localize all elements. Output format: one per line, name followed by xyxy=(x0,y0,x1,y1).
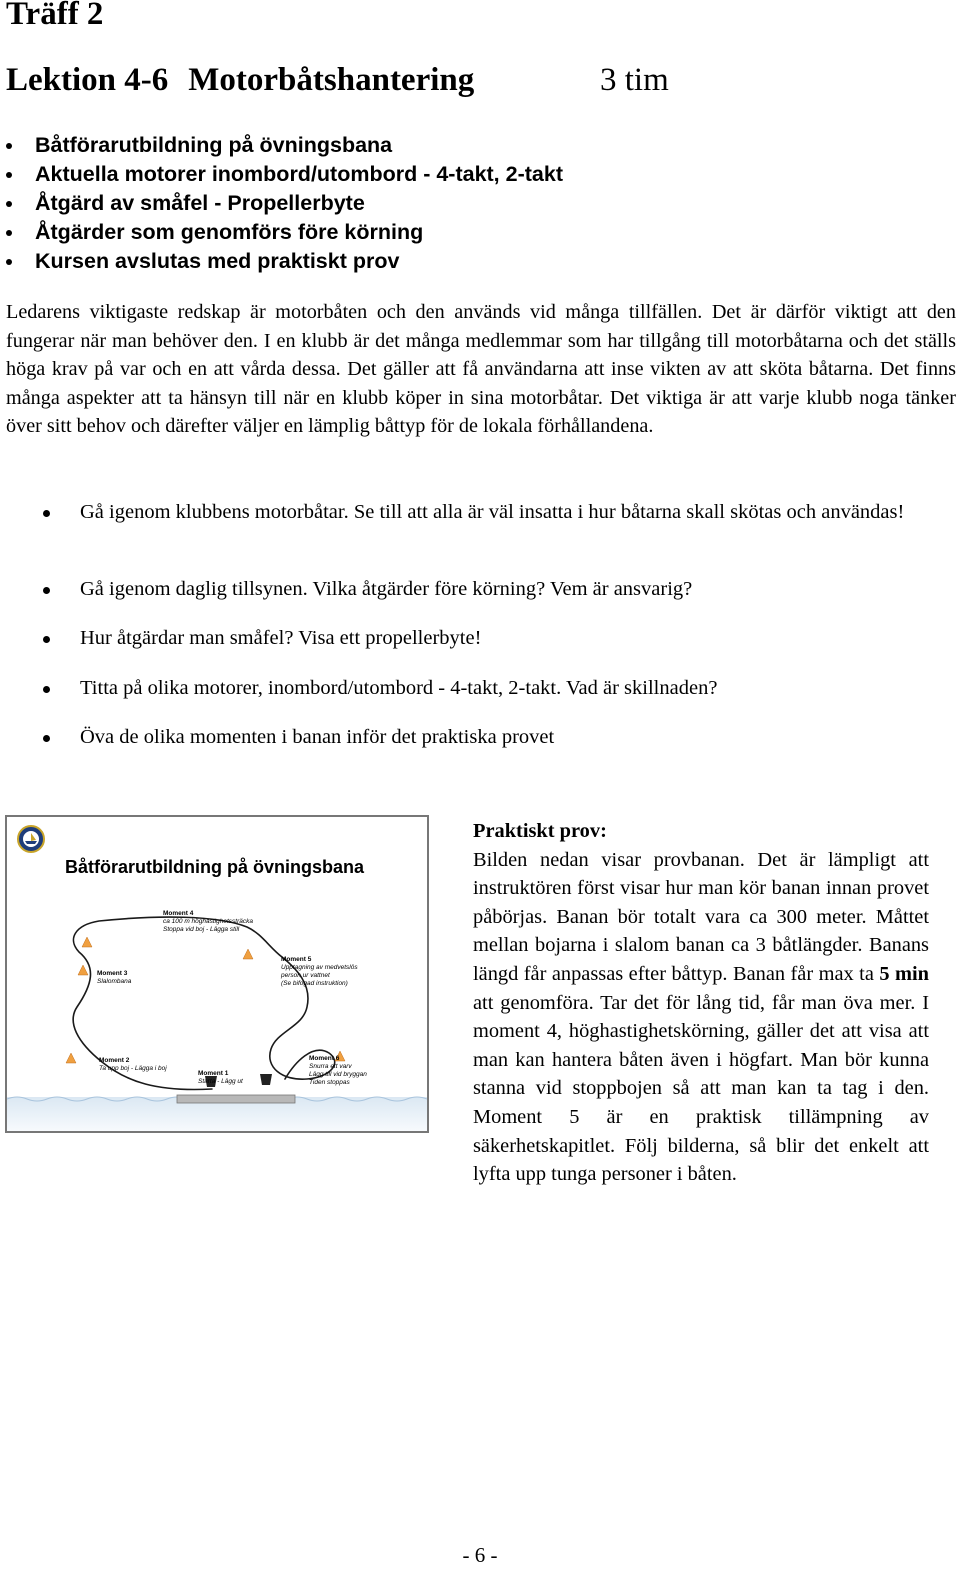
diagram-title: Båtförarutbildning på övningsbana xyxy=(65,857,365,877)
practical-test-section xyxy=(473,817,929,1189)
moment-3-label: Moment 3 Slalombana xyxy=(97,970,132,985)
practical-test-body: Bilden nedan visar provbanan. Det är lämpligt att instruktören först visar hur man kör banan innan provet påbörjas. Banan bör totalt vara ca 300 meter. Måttet mellan bojarna i slalom banan ca 3 båtlängder. Banans längd får anpassas efter båttyp. Banan får max ta 5 min att genomföra. Tar det för lång tid, får man öva mer. I moment 4, höghastighetskörning, gäller det att visa att man kan hantera båten även i högfart. Man bör kunna stanna vid stoppbojen så att man kan ta tag i den. Moment 5 är en praktisk tillämpning av säkerhetskapitlet. Följ bilderna, så blir det enkelt att lyfta upp tunga personer i båten. xyxy=(473,848,929,1186)
course-diagram xyxy=(5,815,429,1133)
bullet-icon xyxy=(43,587,50,594)
lesson-title: Motorbåtshantering xyxy=(188,62,475,98)
dock xyxy=(177,1095,295,1103)
topics-list xyxy=(6,131,563,276)
intro-paragraph: Ledarens viktigaste redskap är motorbåten och den används vid många tillfällen. Det är därför viktigt att den fungerar när man behöver den. I en klubb är det många medlemmar som har tillgång till motorbåtarna och det ställs höga krav på var och en att vårda dessa. Det gäller att få användarna att inse vikten av att sköta båtarna. Det finns många aspekter att ta hänsyn till när en klubb köper in sina motorbåtar. Det viktiga är att varje klubb noga tänker över sitt behov och därefter väljer en lämplig båttyp för de lokala förhållandena. xyxy=(6,301,956,437)
bullet-icon xyxy=(43,686,50,693)
topic-item: Kursen avslutas med praktiskt prov xyxy=(6,247,563,276)
moment-5-label: Moment 5 Upptagning av medvetslös person ur vattnet (Se bifogad instruktion) xyxy=(281,956,358,987)
task-item: Öva de olika momenten i banan inför det praktiska provet xyxy=(6,723,956,752)
practical-test-title: Praktiskt prov: xyxy=(473,820,607,842)
bullet-icon xyxy=(6,143,12,149)
bullet-icon xyxy=(6,259,12,265)
moment-1-label: Moment 1 Starta - Lägg ut xyxy=(198,1070,243,1085)
topic-item: Åtgärd av småfel - Propellerbyte xyxy=(6,189,563,218)
topic-item: Båtförarutbildning på övningsbana xyxy=(6,131,563,160)
topic-item: Aktuella motorer inombord/utombord - 4-takt, 2-takt xyxy=(6,160,563,189)
buoy-icon xyxy=(82,937,92,947)
task-item: Gå igenom klubbens motorbåtar. Se till att alla är väl insatta i hur båtarna skall skötas och användas! xyxy=(6,498,956,527)
task-item: Titta på olika motorer, inombord/utombord - 4-takt, 2-takt. Vad är skillnaden? xyxy=(6,674,956,703)
task-item: Hur åtgärdar man småfel? Visa ett propellerbyte! xyxy=(6,624,956,653)
moment-4-label: Moment 4 ca 100 m höghastighetssträcka Stoppa vid boj - Lägga still xyxy=(163,910,253,933)
lesson-heading xyxy=(6,62,474,99)
buoy-icon xyxy=(78,965,88,975)
bullet-icon xyxy=(43,636,50,643)
lesson-label: Lektion 4-6 xyxy=(6,62,169,98)
topic-item: Åtgärder som genomförs före körning xyxy=(6,218,563,247)
time-limit: 5 min xyxy=(879,962,929,985)
page-title: Träff 2 xyxy=(6,0,104,32)
boat-icon xyxy=(260,1074,272,1085)
buoy-icon xyxy=(243,949,253,959)
buoy-icon xyxy=(66,1053,76,1063)
bullet-icon xyxy=(43,735,50,742)
bullet-icon xyxy=(43,510,50,517)
page-number: - 6 - xyxy=(462,1543,498,1567)
lesson-duration: 3 tim xyxy=(600,62,669,98)
bullet-icon xyxy=(6,201,12,207)
task-item: Gå igenom daglig tillsynen. Vilka åtgärder före körning? Vem är ansvarig? xyxy=(6,575,956,604)
bullet-icon xyxy=(6,172,12,178)
moment-6-label: Moment 6 Snurra ett varv Lägg till vid bryggan Tiden stoppas xyxy=(309,1055,367,1086)
bullet-icon xyxy=(6,230,12,236)
moment-2-label: Moment 2 Ta upp boj - Lägga i boj xyxy=(99,1057,167,1072)
